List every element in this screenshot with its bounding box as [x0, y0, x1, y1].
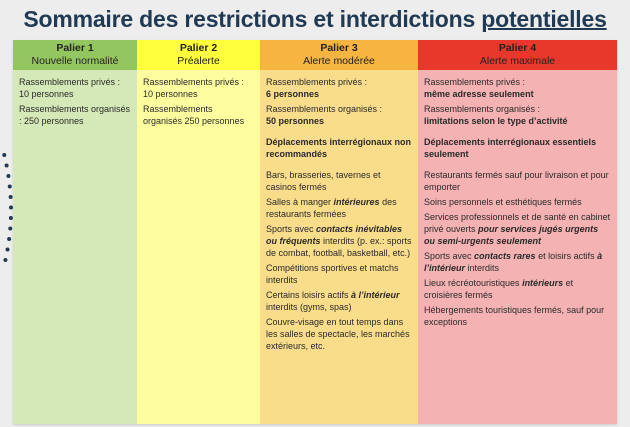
- restriction-text: et loisirs actifs: [535, 251, 598, 261]
- restriction-text: Sports avec: [424, 251, 475, 261]
- dot: [3, 258, 7, 262]
- palier-restrictions: [260, 70, 418, 424]
- restriction-text: Rassemblements organisés :: [424, 104, 541, 114]
- palier-subtitle: Alerte modérée: [303, 55, 375, 67]
- restriction-text: Rassemblements organisés : 250 personnes: [19, 104, 131, 126]
- palier-4-column: [418, 40, 617, 424]
- palier-label: Palier 3: [320, 42, 358, 54]
- restriction-item: [266, 262, 412, 286]
- dot: [2, 153, 6, 157]
- restriction-text: Bars, brasseries, tavernes et casinos fermés: [266, 170, 381, 192]
- restriction-text: Déplacements interrégionaux essentiels seulement: [424, 137, 597, 159]
- restriction-item: [266, 169, 412, 193]
- restriction-text: Salles à manger: [266, 197, 334, 207]
- restriction-item: [19, 103, 131, 127]
- restriction-item: [424, 211, 611, 247]
- restriction-text: contacts rares: [474, 251, 536, 261]
- palier-table: [13, 40, 617, 424]
- restriction-item: [424, 76, 611, 88]
- restriction-text: 10 personnes: [19, 89, 74, 99]
- palier-1-column: [13, 40, 137, 424]
- dot: [6, 174, 10, 178]
- restriction-text: 6 personnes: [266, 89, 320, 99]
- restriction-item: [424, 88, 611, 100]
- restriction-text: intérieures: [333, 197, 380, 207]
- restriction-item: [266, 289, 412, 313]
- restriction-item: [424, 304, 611, 328]
- restriction-text: interdits: [465, 263, 500, 273]
- restriction-item: [143, 103, 254, 127]
- palier-3-column: [260, 40, 418, 424]
- palier-header: [13, 40, 137, 70]
- restriction-item: [424, 136, 611, 160]
- restriction-text: limitations selon le type d’activité: [424, 116, 568, 126]
- restriction-item: [266, 88, 412, 100]
- palier-subtitle: Préalerte: [177, 55, 220, 67]
- restriction-item: [266, 115, 412, 127]
- restriction-item: [266, 103, 412, 115]
- restriction-text: Services professionnels et de santé en cabinet privé ouverts: [424, 212, 611, 234]
- restriction-text: contacts inévitables ou fréquents: [266, 224, 403, 246]
- restriction-text: Couvre-visage en tout temps dans les salles de spectacle, les marchés extérieurs, etc.: [266, 317, 410, 351]
- title-underlined-word: potentielles: [481, 6, 607, 32]
- restriction-text: Certains loisirs actifs: [266, 290, 352, 300]
- restriction-item: [143, 76, 254, 100]
- restriction-text: interdits (p. ex.: sports de combat, football, basketball, etc.): [266, 236, 412, 258]
- restriction-text: Soins personnels et esthétiques fermés: [424, 197, 582, 207]
- restriction-item: [266, 316, 412, 352]
- restriction-text: et croisières fermés: [424, 278, 574, 300]
- restriction-item: [424, 277, 611, 301]
- restriction-text: Lieux récréotouristiques: [424, 278, 523, 288]
- restriction-text: Rassemblements privés :: [424, 77, 526, 87]
- restriction-item: [424, 250, 611, 274]
- palier-label: Palier 2: [179, 42, 218, 54]
- palier-header: [137, 40, 260, 70]
- restriction-text: Rassemblements privés :: [143, 77, 245, 87]
- restriction-text: Hébergements touristiques fermés, sauf pour exceptions: [424, 305, 605, 327]
- restriction-text: 50 personnes: [266, 116, 325, 126]
- restriction-item: [266, 223, 412, 259]
- restriction-text: Rassemblements organisés :: [266, 104, 383, 114]
- restriction-text: interdits (gyms, spas): [266, 302, 352, 312]
- restriction-text: à l’intérieur: [424, 251, 603, 273]
- restriction-item: [266, 136, 412, 160]
- restriction-text: Rassemblements privés :: [19, 77, 121, 87]
- palier-restrictions: [137, 70, 260, 424]
- restriction-text: Déplacements interrégionaux non recommandés: [266, 137, 412, 159]
- restriction-text: intérieurs: [522, 278, 564, 288]
- restriction-text: même adresse seulement: [424, 89, 534, 99]
- restriction-text: pour services jugés urgents ou semi-urgents seulement: [424, 224, 599, 246]
- restriction-item: [424, 169, 611, 193]
- restriction-item: [424, 103, 611, 115]
- restriction-text: Sports avec: [266, 224, 317, 234]
- title-text: Sommaire des restrictions et interdictions: [23, 6, 482, 32]
- page-title: [0, 6, 630, 33]
- dot: [6, 248, 10, 252]
- dot: [5, 164, 9, 168]
- palier-label: Palier 1: [56, 42, 94, 54]
- dot: [7, 237, 11, 241]
- palier-label: Palier 4: [498, 42, 537, 54]
- palier-restrictions: [418, 70, 617, 424]
- restriction-text: 10 personnes: [143, 89, 198, 99]
- dot: [8, 185, 12, 189]
- restriction-item: [424, 115, 611, 127]
- palier-subtitle: Alerte maximale: [479, 55, 556, 67]
- dot: [8, 227, 12, 231]
- palier-header: [418, 40, 617, 70]
- palier-restrictions: [13, 70, 137, 424]
- restriction-item: [266, 76, 412, 88]
- palier-2-column: [137, 40, 260, 424]
- restriction-text: des restaurants fermées: [266, 197, 397, 219]
- restriction-text: Compétitions sportives et matchs interdits: [266, 263, 399, 285]
- restriction-item: [424, 196, 611, 208]
- palier-subtitle: Nouvelle normalité: [31, 55, 119, 67]
- palier-header: [260, 40, 418, 70]
- restriction-text: à l’intérieur: [351, 290, 400, 300]
- restriction-text: Rassemblements organisés 250 personnes: [143, 104, 245, 126]
- restriction-item: [266, 196, 412, 220]
- restriction-text: Rassemblements privés :: [266, 77, 368, 87]
- restriction-text: Restaurants fermés sauf pour livraison et pour emporter: [424, 170, 609, 192]
- restriction-item: [19, 76, 131, 100]
